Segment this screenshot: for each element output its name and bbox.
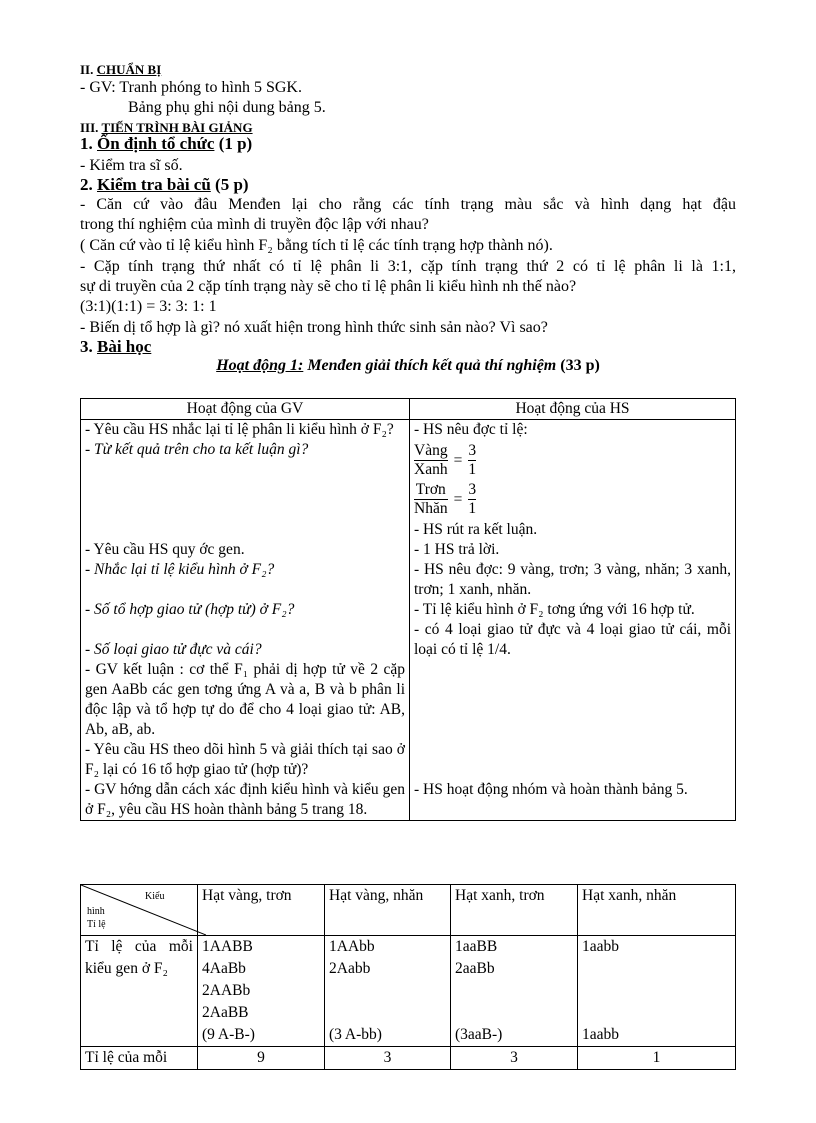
student-step-2: - HS rút ra kết luận. [414, 521, 538, 538]
teacher-step-9: - GV hớng dẫn cách xác định kiểu hình và kiểu gen ở F₂, yêu cầu HS hoàn thành bảng 5 trang 18. [85, 781, 405, 818]
corner-label-top: Kiểu [145, 891, 165, 902]
corner-label-mid: hình [87, 906, 105, 917]
teacher-step-1: - Yêu cầu HS nhắc lại tỉ lệ phân li kiểu hình ở F₂? [85, 421, 394, 438]
teacher-step-5: - Số tổ hợp giao tử (hợp tử) ở F₂? [85, 601, 295, 618]
cell-ratio-4: 1 [578, 1047, 736, 1070]
ratio-smooth-wrinkled: $\frac{\text{Trơn}}{\text{Nhăn}}$ = $\frac{3}{1}$ [414, 481, 477, 517]
student-spacer [414, 660, 731, 780]
cell-yellow-smooth: 1AABB 4AaBb 2AABb 2AaBB (9 A-B-) [198, 936, 325, 1047]
table-row-phenotype [81, 1047, 736, 1070]
teacher-step-3: - Yêu cầu HS quy ớc gen. [85, 541, 245, 558]
activity-title: Hoạt động 1: Menđen giải thích kết quả thí nghiệm (33 p) [216, 357, 600, 374]
corner-cell [81, 885, 198, 936]
activity-table [80, 398, 736, 821]
table-row-genotype [81, 936, 736, 1047]
col-head-green-wrinkled: Hạt xanh, nhăn [578, 885, 736, 936]
table-5 [80, 884, 736, 1070]
col-head-yellow-wrinkled: Hạt vàng, nhăn [325, 885, 451, 936]
student-step-3: - 1 HS trả lời. [414, 541, 500, 558]
heading-organization: 1. Ổn định tổ chức (1 p) [80, 134, 253, 153]
cell-ratio-2: 3 [325, 1047, 451, 1070]
section-heading-procedure: III. TIẾN TRÌNH BÀI GIẢNG [80, 120, 253, 135]
review-question-1b: trong thí nghiệm của mình di truyền độc lập với nhau? [80, 216, 429, 233]
header-student: Hoạt động của HS [410, 399, 736, 420]
review-question-2b: sự di truyền của 2 cặp tính trạng này sẽ cho tỉ lệ phân li kiểu hình nh thế nào? [80, 278, 577, 295]
heading-lesson: 3. Bài học [80, 337, 152, 356]
col-head-green-smooth: Hạt xanh, trơn [451, 885, 578, 936]
teacher-spacer [85, 460, 405, 540]
heading-review: 2. Kiểm tra bài cũ (5 p) [80, 175, 249, 194]
prep-line-1: - GV: Tranh phóng to hình 5 SGK. [80, 79, 302, 96]
row-label-phenotype: Tỉ lệ của mỗi [81, 1047, 198, 1070]
review-question-2a: - Cặp tính trạng thứ nhất có tỉ lệ phân li 3:1, cặp tính trạng thứ 2 có tỉ lệ phân li là 1:1, [80, 258, 736, 275]
cell-green-wrinkled: 1aabb 1aabb [578, 936, 736, 1047]
student-column [410, 420, 736, 821]
activity-table-row [81, 420, 736, 821]
review-answer-1: ( Căn cứ vào tỉ lệ kiểu hình F₂ bằng tích tỉ lệ các tính trạng hợp thành nó). [80, 237, 553, 254]
cell-yellow-wrinkled: 1AAbb 2Aabb (3 A-bb) [325, 936, 451, 1047]
ratio-yellow-green: $\frac{\text{Vàng}}{\text{Xanh}}$ = $\frac{3}{1}$ [414, 442, 477, 478]
teacher-step-6: - Số loại giao tử đực và cái? [85, 641, 262, 658]
activity-table-header [81, 399, 736, 420]
teacher-step-8: - Yêu cầu HS theo dõi hình 5 và giải thích tại sao ở F₂ lại có 16 tổ hợp giao tử (hợp tử)? [85, 741, 405, 778]
student-step-4: - HS nêu đợc: 9 vàng, trơn; 3 vàng, nhăn; 3 xanh, trơn; 1 xanh, nhăn. [414, 561, 731, 598]
col-head-yellow-smooth: Hạt vàng, trơn [198, 885, 325, 936]
review-question-3: - Biến dị tổ hợp là gì? nó xuất hiện trong hình thức sinh sản nào? Vì sao? [80, 319, 548, 336]
student-step-6: - có 4 loại giao tử đực và 4 loại giao tử cái, mỗi loại có tỉ lệ 1/4. [414, 621, 731, 658]
section-heading-preparation: II. CHUẨN BỊ [80, 62, 162, 77]
teacher-step-2: - Từ kết quả trên cho ta kết luận gì? [85, 441, 309, 458]
student-step-7: - HS hoạt động nhóm và hoàn thành bảng 5. [414, 781, 688, 798]
student-step-5: - Tỉ lệ kiểu hình ở F₂ tơng ứng với 16 hợp tử. [414, 601, 695, 618]
row-label-genotype: Tỉ lệ của mỗi kiểu gen ở F₂ [81, 936, 198, 1047]
cell-ratio-3: 3 [451, 1047, 578, 1070]
teacher-column [81, 420, 410, 821]
cell-green-smooth: 1aaBB 2aaBb (3aaB-) [451, 936, 578, 1047]
prep-line-2: Bảng phụ ghi nội dung bảng 5. [128, 99, 326, 116]
teacher-step-4: - Nhắc lại tỉ lệ kiểu hình ở F₂? [85, 561, 275, 578]
student-step-1: - HS nêu đợc tỉ lệ: [414, 421, 528, 438]
table-5-header [81, 885, 736, 936]
review-question-1a: - Căn cứ vào đâu Menđen lại cho rằng các tính trạng màu sắc và hình dạng hạt đậu [80, 196, 736, 213]
cell-ratio-1: 9 [198, 1047, 325, 1070]
corner-label-bot: Tỉ lệ [87, 919, 106, 930]
review-answer-2: (3:1)(1:1) = 3: 3: 1: 1 [80, 298, 217, 315]
header-teacher: Hoạt động của GV [81, 399, 410, 420]
teacher-step-7: - GV kết luận : cơ thể F₁ phải dị hợp tử về 2 cặp gen AaBb các gen tơng ứng A và a, B và b phân li độc lập và tổ hợp tự do để cho 4 loại giao tử: AB, Ab, aB, ab. [85, 661, 405, 738]
roll-call-line: - Kiểm tra sĩ số. [80, 157, 183, 174]
